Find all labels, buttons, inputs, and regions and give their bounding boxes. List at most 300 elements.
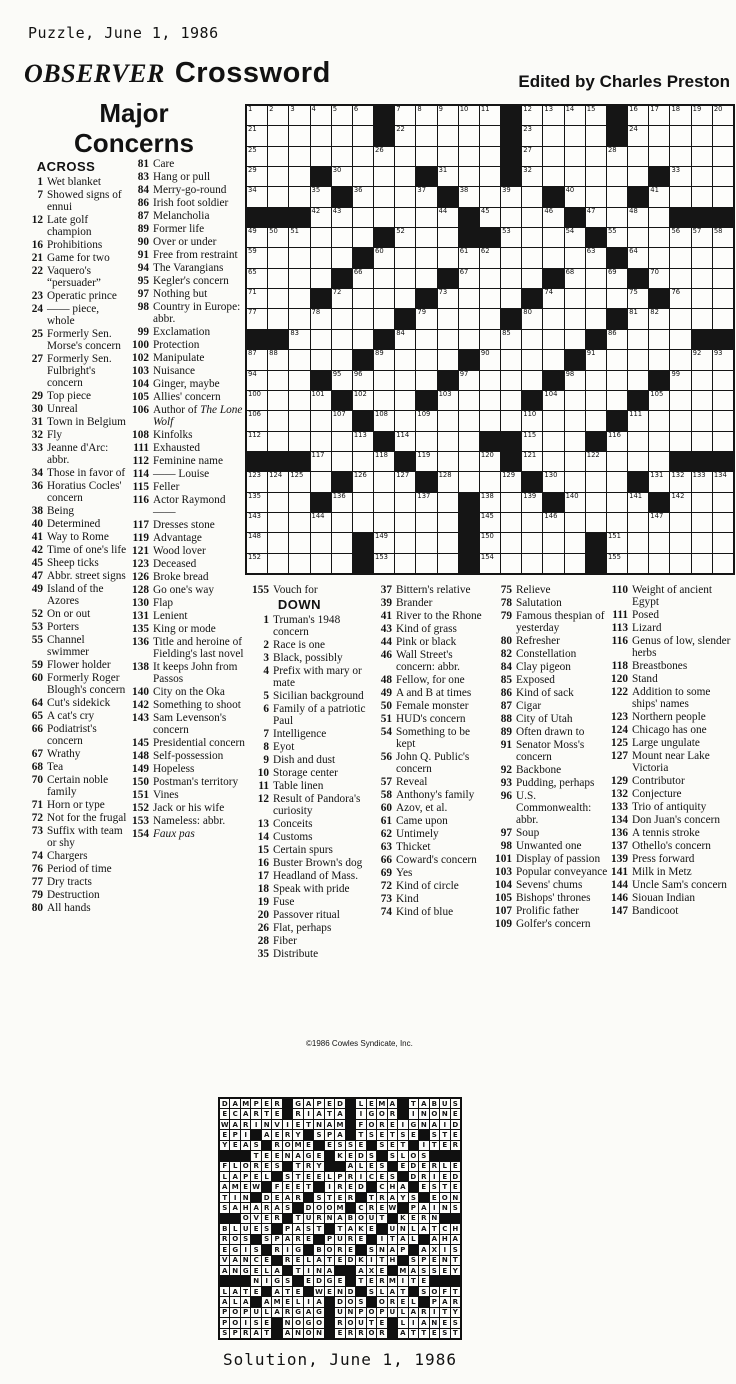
clue-item (128, 197, 246, 209)
grid-cell (395, 533, 415, 552)
clue-text: Wall Street's concern: abbr. (396, 649, 460, 673)
solution-letter-cell: E (251, 1287, 260, 1296)
grid-cell-number: 101 (311, 389, 325, 398)
solution-black-square (251, 1235, 260, 1244)
grid-cell (543, 126, 563, 145)
solution-letter-cell: E (251, 1172, 260, 1181)
solution-letter-cell: E (440, 1266, 449, 1275)
clue-number: 58 (380, 789, 392, 801)
clue-item (371, 700, 490, 712)
solution-black-square (262, 1245, 271, 1254)
clue-item (491, 597, 608, 609)
solution-black-square (451, 1214, 460, 1223)
clue-text: Came upon (396, 815, 448, 827)
clue-item (128, 481, 246, 493)
solution-black-square (346, 1120, 355, 1129)
clue-number: 137 (611, 840, 628, 852)
grid-cell-number: 94 (248, 369, 257, 378)
solution-black-square (262, 1182, 271, 1191)
clue-item (128, 545, 246, 557)
clue-number: 85 (500, 674, 512, 686)
grid-cell (628, 554, 648, 573)
grid-black-square (670, 452, 690, 471)
solution-letter-cell: M (378, 1099, 386, 1108)
grid-cell (713, 126, 733, 145)
grid-black-square (565, 350, 585, 369)
clue-number: 97 (500, 827, 512, 839)
clue-item (607, 788, 736, 800)
clue-number: 87 (500, 700, 512, 712)
solution-letter-cell: A (398, 1329, 407, 1338)
solution-letter-cell: G (326, 1277, 333, 1286)
solution-letter-cell: A (262, 1130, 271, 1139)
clue-text: Conceits (273, 818, 313, 830)
solution-letter-cell: D (358, 1151, 364, 1160)
solution-letter-cell: S (430, 1182, 439, 1191)
grid-cell (628, 330, 648, 349)
solution-letter-cell: T (335, 1224, 344, 1233)
solution-letter-cell: C (251, 1256, 260, 1265)
clue-item (22, 902, 128, 914)
clue-item (248, 831, 369, 843)
solution-letter-cell: E (230, 1141, 239, 1150)
solution-letter-cell: E (325, 1141, 334, 1150)
masthead (24, 58, 331, 89)
solution-letter-cell: P (272, 1235, 281, 1244)
clue-text: Wrathy (47, 748, 81, 760)
clue-text: Deceased (153, 558, 197, 570)
clue-text: Famous thespian of yesterday (516, 610, 605, 634)
solution-letter-cell: I (430, 1203, 439, 1212)
solution-letter-cell: G (305, 1318, 312, 1327)
clue-text: Reveal (396, 776, 428, 788)
grid-cell (607, 269, 627, 288)
grid-cell (692, 269, 712, 288)
clue-text: Black, possibly (273, 652, 343, 664)
clue-number: 33 (31, 442, 43, 454)
solution-letter-cell: A (283, 1329, 292, 1338)
solution-letter-cell: E (367, 1276, 376, 1285)
grid-cell (670, 432, 690, 451)
grid-cell (565, 391, 585, 410)
clue-number: 118 (611, 660, 628, 672)
grid-cell (332, 533, 352, 552)
clue-text: Nuisance (153, 365, 196, 377)
solution-letter-cell: E (293, 1287, 302, 1296)
grid-cell (247, 513, 267, 532)
clue-number: 113 (611, 622, 628, 634)
grid-black-square (268, 330, 288, 349)
solution-letter-cell: T (419, 1329, 428, 1338)
grid-cell-number: 15 (586, 105, 596, 113)
clue-text: Soup (516, 827, 540, 839)
clue-number: 120 (611, 673, 628, 685)
solution-letter-cell: A (419, 1224, 428, 1233)
grid-cell (607, 228, 627, 247)
grid-black-square (628, 472, 648, 491)
solution-letter-cell: S (409, 1193, 418, 1202)
solution-letter-cell: S (335, 1141, 344, 1150)
grid-cell (353, 289, 373, 308)
clue-item (128, 610, 246, 622)
clue-text: Table linen (273, 780, 324, 792)
solution-letter-cell: A (335, 1214, 344, 1223)
grid-cell (586, 411, 606, 430)
clue-text: Title and heroine of Fielding's last novel (153, 636, 244, 660)
grid-cell-number: 35 (311, 186, 321, 195)
clue-number: 22 (31, 265, 43, 277)
crossword-grid (245, 104, 735, 575)
solution-letter-cell: I (398, 1276, 407, 1285)
grid-cell-number: 68 (565, 267, 575, 276)
grid-cell (522, 126, 542, 145)
solution-letter-cell: L (293, 1297, 302, 1306)
across-clues-list-1 (22, 176, 128, 914)
clue-text: Milk in Metz (632, 866, 692, 878)
solution-letter-cell: U (305, 1214, 312, 1223)
solution-letter-cell: O (316, 1204, 323, 1213)
clue-number: 119 (132, 532, 149, 544)
clue-text: Fiber (273, 935, 297, 947)
grid-black-square (247, 452, 267, 471)
solution-letter-cell: A (430, 1120, 439, 1129)
clue-number: 124 (611, 724, 628, 736)
solution-letter-cell: E (377, 1130, 386, 1139)
clue-text: Wet blanket (47, 176, 101, 188)
solution-letter-cell: R (388, 1297, 397, 1306)
solution-letter-cell: D (452, 1120, 459, 1129)
solution-letter-cell: E (293, 1256, 302, 1265)
solution-letter-cell: R (220, 1235, 229, 1244)
solution-black-square (325, 1162, 334, 1171)
grid-cell (332, 554, 352, 573)
grid-cell (268, 309, 288, 328)
solution-letter-cell: L (230, 1162, 239, 1171)
clue-number: 13 (257, 818, 269, 830)
clue-number: 91 (500, 739, 512, 751)
grid-cell (670, 350, 690, 369)
clue-number: 151 (132, 789, 149, 801)
solution-black-square (325, 1318, 334, 1327)
grid-cell (332, 126, 352, 145)
clue-number: 5 (263, 690, 269, 702)
solution-letter-cell: L (440, 1162, 449, 1171)
clue-number: 60 (380, 802, 392, 814)
clue-text: Trio of antiquity (632, 801, 707, 813)
grid-black-square (311, 289, 331, 308)
clue-item (491, 635, 608, 647)
solution-black-square (241, 1276, 250, 1285)
solution-letter-cell: I (356, 1109, 365, 1118)
grid-cell-number: 144 (311, 511, 325, 520)
clue-item (128, 571, 246, 583)
solution-letter-cell: E (262, 1162, 271, 1171)
grid-cell (311, 106, 331, 125)
solution-caption: Solution, June 1, 1986 (223, 1350, 457, 1369)
clue-item (128, 365, 246, 377)
clue-number: 35 (257, 948, 269, 960)
clue-item (128, 184, 246, 196)
grid-cell-number: 127 (396, 471, 410, 480)
grid-black-square (353, 533, 373, 552)
clue-number: 86 (137, 197, 149, 209)
grid-cell (353, 228, 373, 247)
solution-letter-cell: B (430, 1099, 439, 1108)
grid-black-square (247, 208, 267, 227)
grid-cell-number: 93 (713, 349, 723, 358)
solution-letter-cell: A (419, 1245, 428, 1254)
clue-text: Pink or black (396, 636, 457, 648)
clue-item (491, 648, 608, 660)
clue-text: Being (47, 505, 74, 517)
grid-cell (416, 350, 436, 369)
grid-cell (501, 248, 521, 267)
grid-cell (522, 452, 542, 471)
across-clues-list-2 (128, 158, 246, 840)
grid-cell (374, 533, 394, 552)
clue-item (128, 802, 246, 814)
solution-letter-cell: E (314, 1172, 323, 1181)
grid-cell (543, 147, 563, 166)
solution-letter-cell: O (357, 1214, 364, 1223)
clue-text: Passover ritual (273, 909, 340, 921)
grid-cell (713, 411, 733, 430)
solution-letter-cell: N (316, 1266, 322, 1275)
solution-letter-cell: S (367, 1151, 376, 1160)
grid-cell-number: 49 (248, 227, 257, 236)
clue-number: 39 (380, 597, 392, 609)
solution-letter-cell: A (419, 1099, 428, 1108)
solution-letter-cell: T (325, 1256, 334, 1265)
clue-text: Press forward (632, 853, 695, 865)
grid-cell (501, 533, 521, 552)
solution-letter-cell: E (430, 1329, 439, 1338)
clue-number: 70 (31, 774, 43, 786)
solution-letter-cell: A (335, 1130, 344, 1139)
clue-number: 53 (31, 621, 43, 633)
solution-letter-cell: E (220, 1109, 229, 1118)
grid-cell-number: 57 (692, 227, 702, 236)
grid-cell-number: 99 (671, 369, 681, 378)
clue-item (491, 879, 608, 891)
grid-cell (565, 554, 585, 573)
grid-black-square (628, 269, 648, 288)
grid-cell (332, 411, 352, 430)
grid-cell-number: 112 (248, 430, 261, 439)
clue-item (491, 661, 608, 673)
solution-letter-cell: E (335, 1256, 344, 1265)
solution-letter-cell: R (314, 1214, 323, 1223)
solution-letter-cell: R (283, 1130, 292, 1139)
grid-cell-number: 11 (480, 105, 490, 113)
clue-text: Podiatrist's concern (47, 723, 97, 747)
grid-cell (289, 147, 309, 166)
grid-cell (374, 472, 394, 491)
grid-black-square (501, 452, 521, 471)
clue-text: Island of the Azores (47, 583, 104, 607)
solution-letter-cell: A (230, 1256, 239, 1265)
clue-item (607, 801, 736, 813)
down-clues-list-2 (371, 584, 490, 918)
grid-cell (586, 289, 606, 308)
clue-number: 95 (137, 275, 149, 287)
solution-letter-cell: A (230, 1120, 239, 1129)
clue-text: Distribute (273, 948, 319, 960)
clue-number: 112 (132, 455, 149, 467)
clue-item (22, 748, 128, 760)
grid-cell-number: 55 (607, 227, 617, 236)
grid-cell (586, 187, 606, 206)
grid-cell (438, 147, 458, 166)
clue-item (128, 750, 246, 762)
solution-letter-cell: E (262, 1318, 271, 1327)
solution-black-square (325, 1308, 334, 1317)
clue-number: 55 (31, 634, 43, 646)
grid-black-square (501, 432, 521, 451)
clue-text: Cigar (516, 700, 542, 712)
solution-letter-cell: I (409, 1109, 418, 1118)
clue-text: Sevens' chums (516, 879, 583, 891)
grid-cell-number: 65 (248, 267, 257, 276)
clue-number: 103 (132, 365, 149, 377)
solution-letter-cell: A (230, 1287, 239, 1296)
solution-letter-cell: N (420, 1110, 427, 1119)
grid-black-square (522, 289, 542, 308)
clue-text: Clay pigeon (516, 661, 571, 673)
grid-cell-number: 46 (544, 206, 554, 215)
grid-cell (480, 330, 500, 349)
grid-cell-number: 153 (375, 552, 389, 561)
clue-item (607, 775, 736, 787)
clue-item (248, 883, 369, 895)
solution-letter-cell: A (409, 1308, 418, 1317)
solution-letter-cell: E (283, 1182, 292, 1191)
solution-black-square (220, 1151, 229, 1160)
solution-letter-cell: G (410, 1120, 417, 1129)
clue-item (607, 866, 736, 878)
grid-cell (565, 472, 585, 491)
solution-letter-cell: E (262, 1099, 271, 1108)
clue-number: 154 (132, 828, 149, 840)
clue-number: 3 (263, 652, 269, 664)
grid-cell (501, 391, 521, 410)
clue-number: 141 (611, 866, 628, 878)
clue-item (22, 710, 128, 722)
grid-cell-number: 38 (459, 186, 469, 195)
clue-item (128, 455, 246, 467)
grid-cell (268, 533, 288, 552)
grid-cell-number: 30 (332, 166, 342, 175)
grid-cell (565, 452, 585, 471)
clue-item (128, 519, 246, 531)
solution-letter-cell: R (346, 1235, 355, 1244)
grid-cell (438, 228, 458, 247)
solution-letter-cell: T (304, 1120, 313, 1129)
clue-item (607, 673, 736, 685)
grid-cell (713, 187, 733, 206)
solution-letter-cell: K (356, 1256, 365, 1265)
grid-cell (332, 106, 352, 125)
grid-cell (374, 309, 394, 328)
solution-letter-cell: O (368, 1120, 375, 1129)
solution-letter-cell: R (451, 1141, 460, 1150)
clue-number: 122 (611, 686, 628, 698)
grid-cell (289, 187, 309, 206)
clue-item (607, 750, 736, 774)
solution-letter-cell: E (220, 1130, 229, 1139)
solution-letter-cell: F (272, 1182, 281, 1191)
grid-cell (692, 432, 712, 451)
grid-cell (522, 533, 542, 552)
grid-black-square (649, 167, 669, 186)
clue-text: City of Utah (516, 713, 573, 725)
grid-cell (607, 391, 627, 410)
clue-number: 6 (263, 703, 269, 715)
grid-cell (628, 228, 648, 247)
grid-cell (459, 432, 479, 451)
clue-number: 41 (380, 610, 392, 622)
grid-cell-number: 126 (353, 471, 367, 480)
clue-item (491, 853, 608, 865)
solution-letter-cell: O (441, 1193, 448, 1202)
solution-black-square (356, 1193, 365, 1202)
grid-cell (713, 513, 733, 532)
grid-cell (480, 208, 500, 227)
clue-text: Weight of ancient Egypt (632, 584, 713, 608)
grid-cell (268, 147, 288, 166)
solution-letter-cell: D (316, 1277, 322, 1286)
clue-item (491, 892, 608, 904)
solution-letter-cell: R (272, 1214, 281, 1223)
clue-item (607, 660, 736, 672)
grid-black-square (543, 371, 563, 390)
clue-text: Melancholia (153, 210, 210, 222)
solution-letter-cell: M (399, 1266, 407, 1275)
solution-letter-cell: T (440, 1308, 449, 1317)
solution-letter-cell: E (262, 1151, 271, 1160)
solution-black-square (335, 1162, 344, 1171)
grid-cell (268, 554, 288, 573)
grid-cell-number: 61 (459, 247, 469, 256)
grid-cell (501, 208, 521, 227)
clue-text: Feller (153, 481, 180, 493)
clue-text: Vouch for (273, 584, 318, 596)
clue-text: Certain noble family (47, 774, 109, 798)
grid-cell (395, 187, 415, 206)
clue-number: 143 (132, 712, 149, 724)
grid-cell (374, 493, 394, 512)
clue-number: 136 (132, 636, 149, 648)
solution-letter-cell: U (441, 1099, 448, 1108)
clue-text: Bandicoot (632, 905, 679, 917)
clue-text: Kegler's concern (153, 275, 229, 287)
solution-letter-cell: T (398, 1141, 407, 1150)
clue-number: 110 (611, 584, 628, 596)
solution-letter-cell: G (295, 1245, 301, 1254)
grid-cell (713, 289, 733, 308)
clue-number: 57 (380, 776, 392, 788)
grid-cell (670, 533, 690, 552)
grid-cell (522, 208, 542, 227)
grid-cell (543, 330, 563, 349)
grid-cell (501, 289, 521, 308)
solution-black-square (346, 1266, 355, 1275)
grid-cell-number: 27 (523, 145, 532, 154)
solution-letter-cell: F (440, 1287, 449, 1296)
grid-cell (586, 269, 606, 288)
solution-letter-cell: D (305, 1204, 312, 1213)
clue-text: Late golf champion (47, 214, 92, 238)
